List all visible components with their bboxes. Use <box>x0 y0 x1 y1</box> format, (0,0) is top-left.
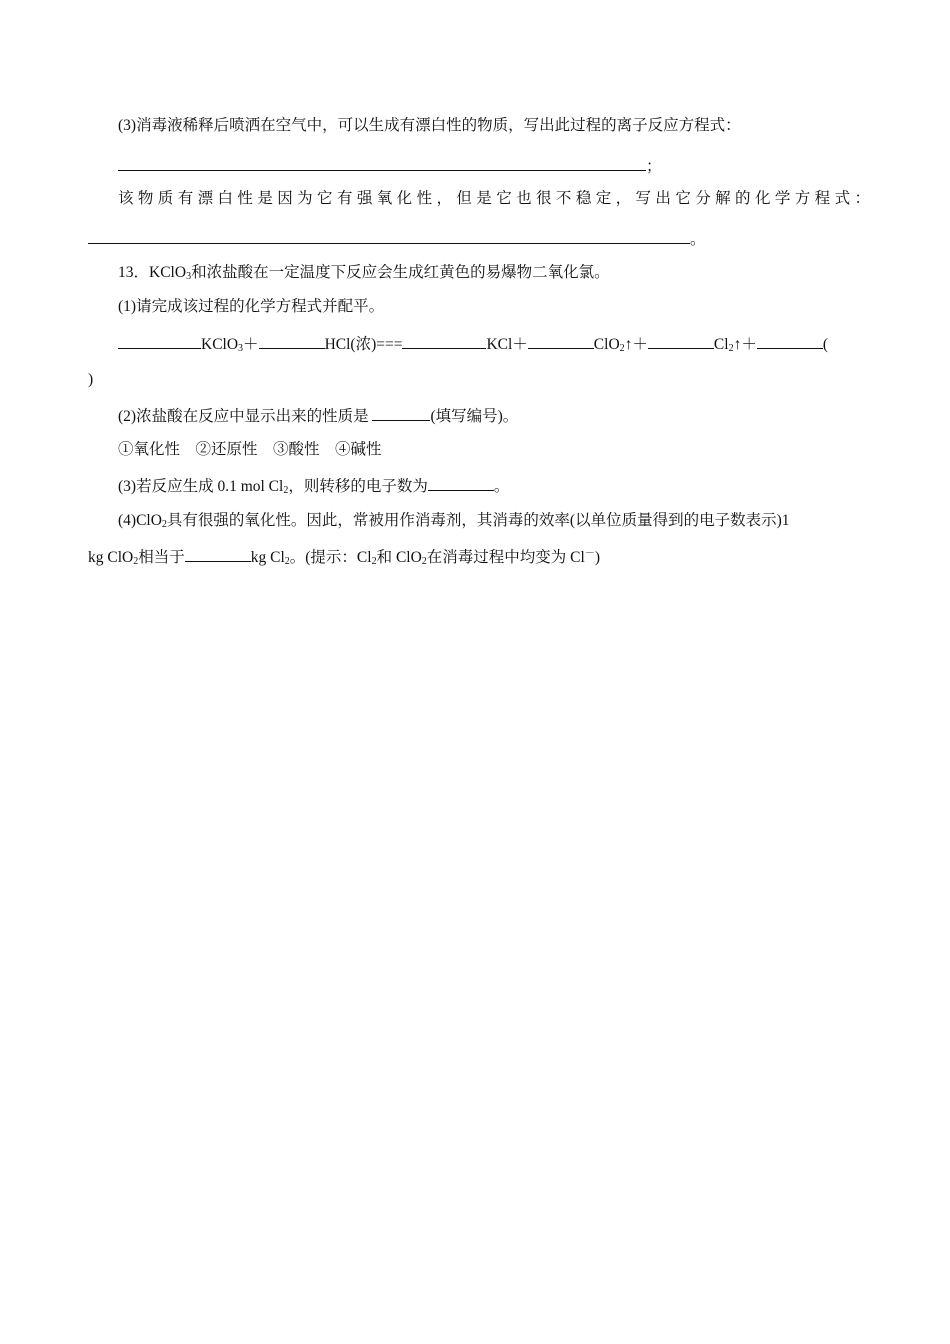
q13-part3-end: 。 <box>493 478 510 495</box>
q13-part3 <box>118 475 870 497</box>
q13-intro-text: 和浓盐酸在一定温度下反应会生成红黄色的易爆物二氧化氯。 <box>191 264 610 281</box>
q12-part3-note-text: 该物质有漂白性是因为它有强氧化性，但是它也很不稳定，写出它分解的化学方程式： <box>118 190 870 207</box>
q12-part3-prompt <box>118 116 870 136</box>
q13-number: 13． <box>118 264 150 281</box>
q13-kclo: KClO <box>149 264 187 281</box>
answer-blank[interactable] <box>428 475 494 491</box>
eq-clo2-subscript: 2 <box>619 343 625 354</box>
q12-part3-note-answer-line <box>88 228 870 250</box>
q13-part3-subscript: 2 <box>283 485 289 496</box>
eq-cl2: Cl <box>713 336 729 353</box>
eq-clo2: ClO <box>593 336 620 353</box>
q13-part4-sub-e: 2 <box>284 556 290 567</box>
q13-part4-f: 。(提示：Cl <box>289 549 372 566</box>
q13-part4-line2 <box>88 546 870 568</box>
q13-equation-wrap <box>88 370 870 390</box>
q13-part4-a: (4)ClO <box>118 512 162 529</box>
eq-cl2-subscript: 2 <box>728 343 734 354</box>
coefficient-blank[interactable] <box>757 333 823 349</box>
eq-up-plus: ↑＋ <box>624 336 648 353</box>
q13-part4-sub-a: 2 <box>161 519 167 530</box>
eq-plus: ＋ <box>243 336 259 353</box>
q12-part3-answer-line <box>118 155 870 177</box>
coefficient-blank[interactable] <box>648 333 714 349</box>
q13-part3-mid: ，则转移的电子数为 <box>288 478 428 495</box>
eq-open-paren: ( <box>822 336 828 353</box>
q13-part2-end: (填写编号)。 <box>430 408 519 425</box>
q13-part4-d: 相当于 <box>138 549 185 566</box>
q12-part3-note <box>118 189 870 209</box>
answer-blank[interactable] <box>185 546 251 562</box>
coefficient-blank[interactable] <box>259 333 325 349</box>
q13-part2-text: (2)浓盐酸在反应中显示出来的性质是 <box>118 408 373 425</box>
coefficient-blank[interactable] <box>118 333 201 349</box>
q13-part1 <box>118 297 870 317</box>
q13-intro <box>118 263 870 283</box>
q13-part4-sub-c: 2 <box>133 556 139 567</box>
coefficient-blank[interactable] <box>528 333 594 349</box>
answer-blank[interactable] <box>118 155 646 171</box>
coefficient-blank[interactable] <box>402 333 486 349</box>
q13-part3-start: (3)若反应生成 0.1 mol Cl <box>118 478 284 495</box>
q12-part3-prompt-text: (3)消毒液稀释后喷洒在空气中，可以生成有漂白性的物质，写出此过程的离子反应方程式： <box>118 117 741 134</box>
q13-part4-e: kg Cl <box>250 549 285 566</box>
answer-blank[interactable] <box>372 405 430 421</box>
q13-part4-sup-h: － <box>584 548 595 559</box>
eq-kclo3: KClO <box>201 336 239 353</box>
q13-kclo-subscript: 3 <box>186 271 192 282</box>
answer-blank[interactable] <box>88 228 690 244</box>
q13-part4-i: ) <box>594 549 600 566</box>
q13-part1-text: (1)请完成该过程的化学方程式并配平。 <box>118 298 385 315</box>
eq-hcl: HCl(浓)=== <box>324 336 403 353</box>
eq-up-plus: ↑＋ <box>733 336 757 353</box>
q13-part4-b: 具有很强的氧化性。因此，常被用作消毒剂，其消毒的效率(以单位质量得到的电子数表示)1 <box>166 512 790 529</box>
eq-kclo3-subscript: 3 <box>238 343 244 354</box>
q12-part3-note-end: 。 <box>690 231 706 248</box>
q13-part4-g: 和 ClO <box>376 549 422 566</box>
q13-part4-line1 <box>118 511 870 531</box>
q13-part4-h: 在消毒过程中均变为 Cl <box>426 549 585 566</box>
q13-part2 <box>118 405 870 427</box>
q13-equation <box>118 333 870 355</box>
q13-options-text: ①氧化性 ②还原性 ③酸性 ④碱性 <box>118 441 382 458</box>
eq-kcl: KCl＋ <box>486 336 528 353</box>
eq-close-paren: ) <box>88 371 94 388</box>
q13-part4-sub-g: 2 <box>421 556 427 567</box>
q13-part4-c: kg ClO <box>88 549 134 566</box>
q13-part2-options <box>118 440 870 460</box>
q13-part4-sub-f: 2 <box>371 556 377 567</box>
q12-part3-blank-end: ； <box>646 158 662 175</box>
